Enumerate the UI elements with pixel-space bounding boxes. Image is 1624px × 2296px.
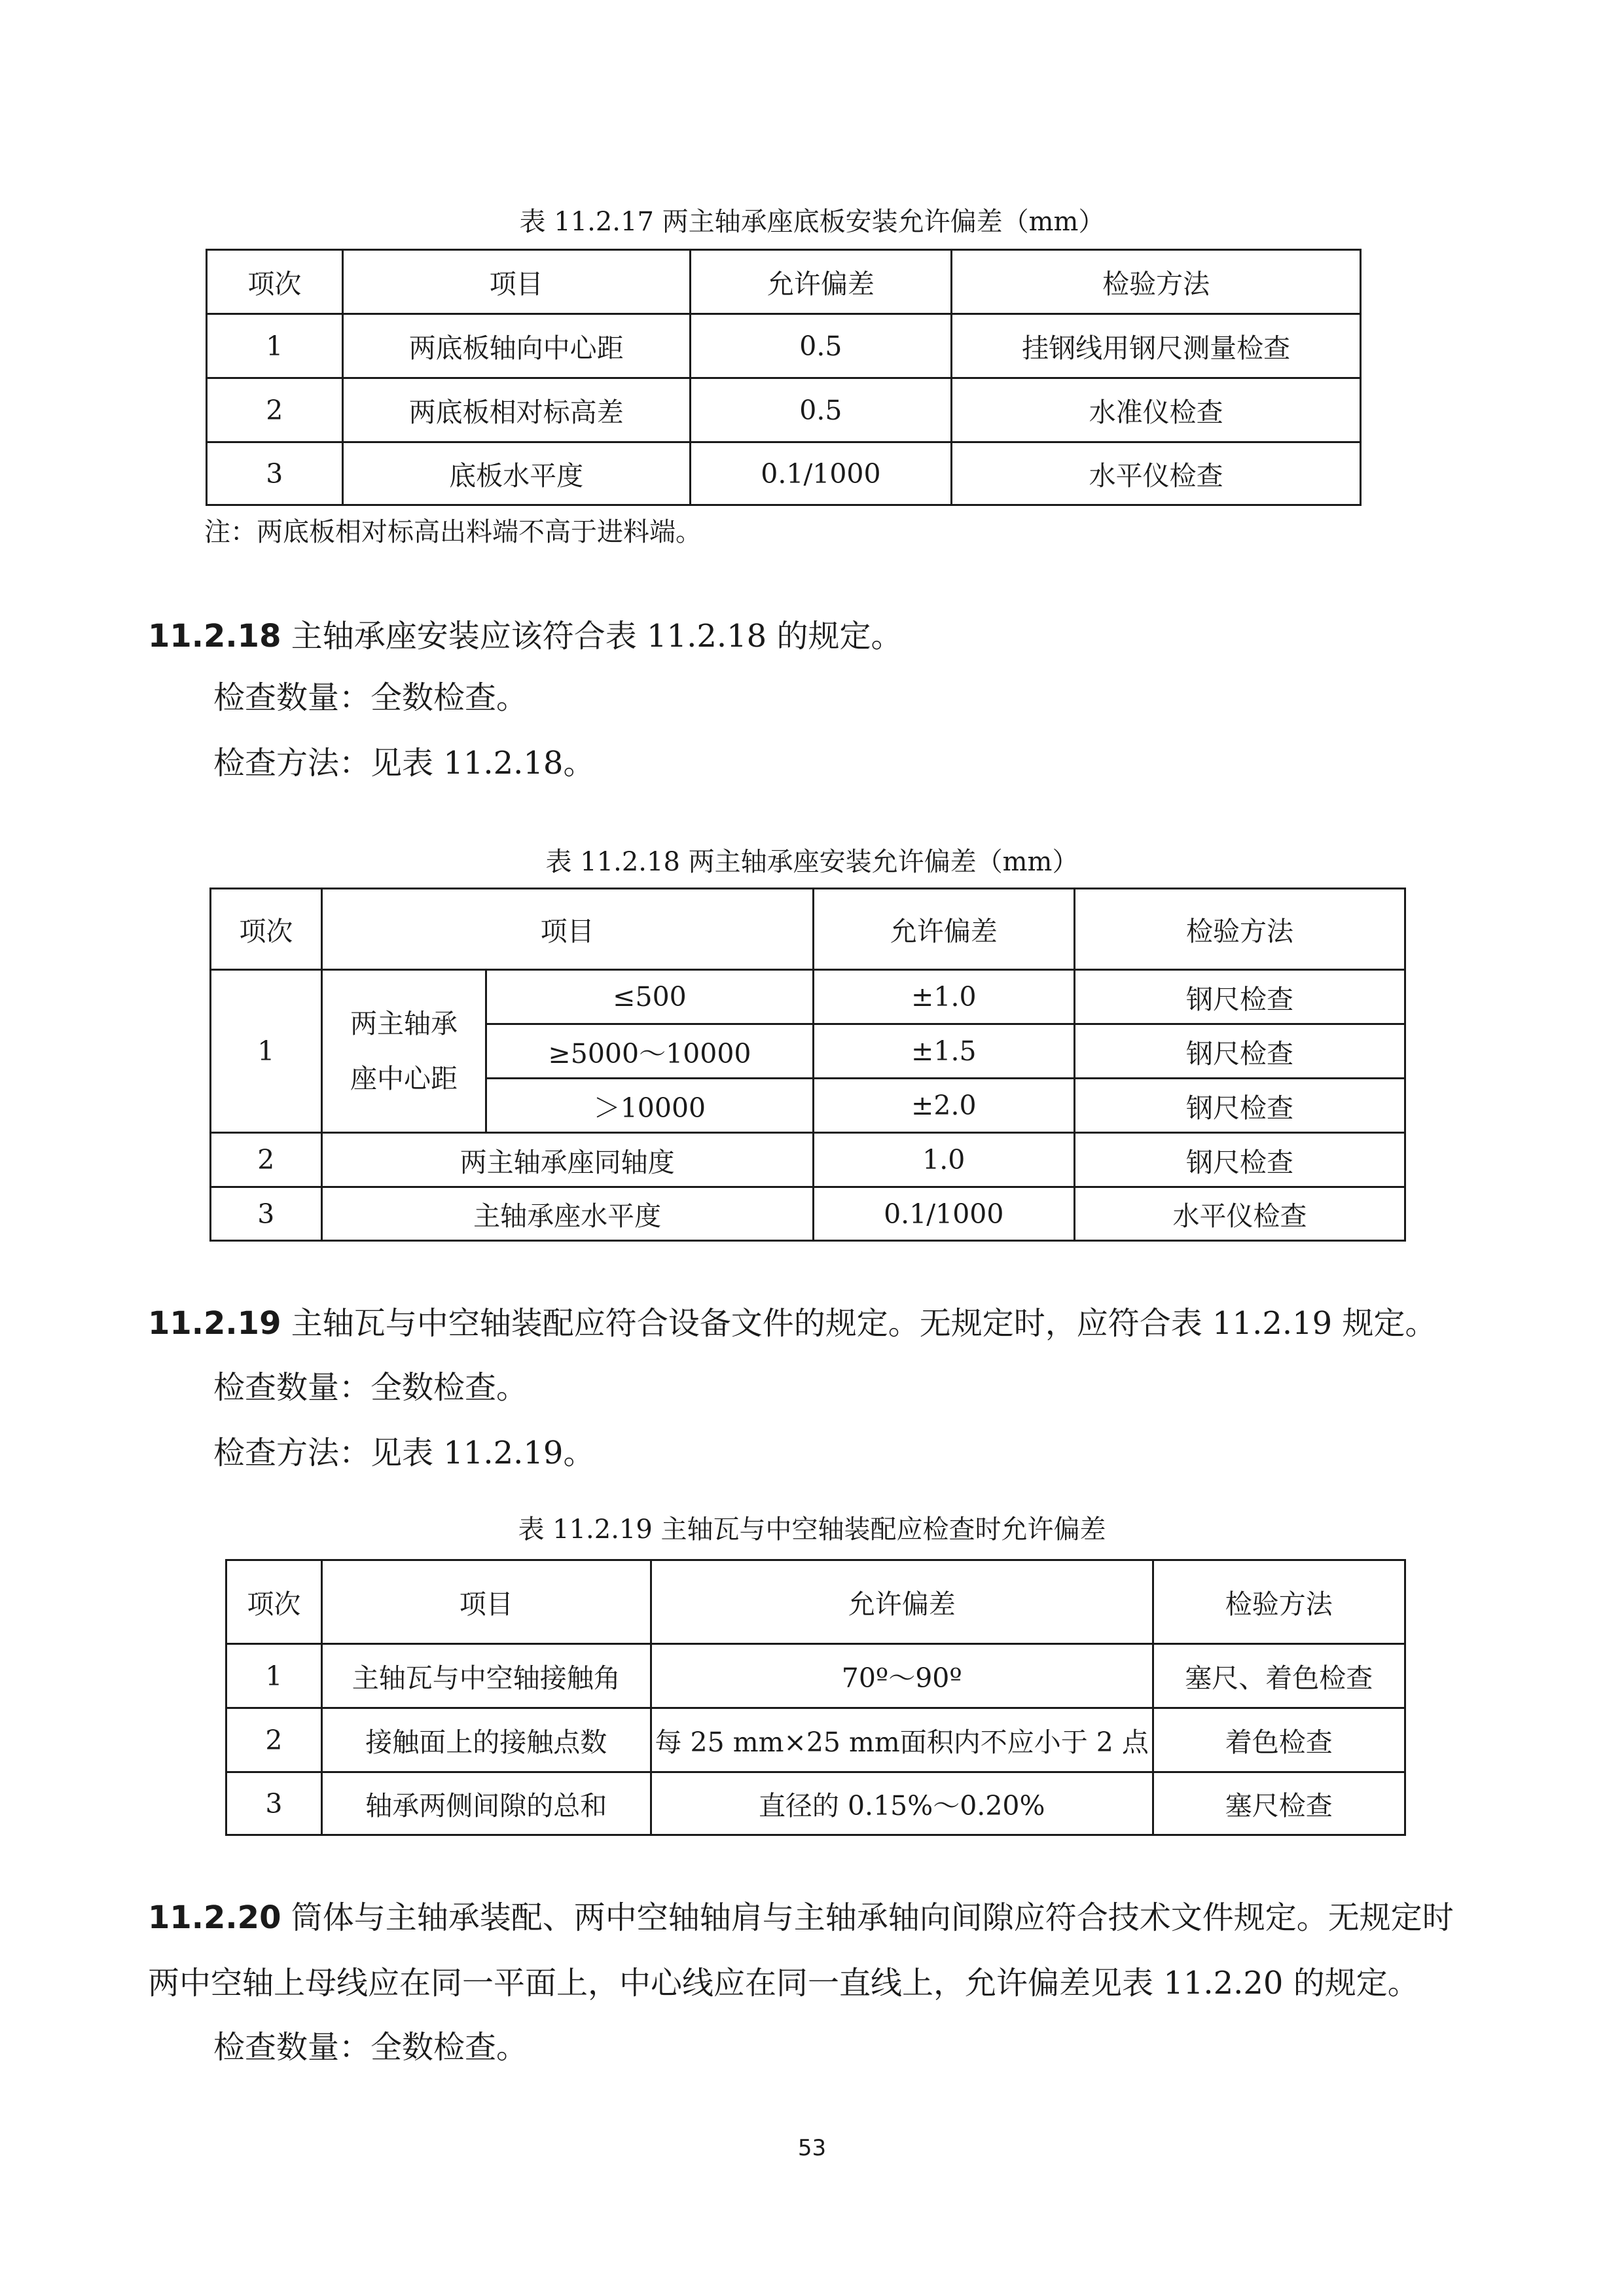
cell-item: 两底板相对标高差 [342,378,690,442]
cell-tolerance: 每 25 mm×25 mm面积内不应小于 2 点 [651,1708,1153,1772]
header-cell: 项次 [211,889,322,970]
header-cell: 检验方法 [1075,889,1405,970]
cell-item: 主轴瓦与中空轴接触角 [321,1644,651,1708]
page-number: 53 [797,2135,827,2161]
table-19-caption: 表 11.2.19 主轴瓦与中空轴装配应检查时允许偏差 [518,1515,1106,1545]
header-cell: 允许偏差 [690,250,952,314]
table-18 [209,888,1406,1242]
table-row [211,1133,1405,1187]
cell-tolerance: 1.0 [813,1133,1075,1187]
table-row [211,970,1405,1024]
header-cell: 项次 [226,1560,322,1644]
cell-no: 3 [226,1772,322,1835]
cell-no: 1 [226,1644,322,1708]
header-cell: 检验方法 [952,250,1361,314]
cell-method: 钢尺检查 [1075,1133,1405,1187]
table-17-note: 注：两底板相对标高出料端不高于进料端。 [204,517,702,547]
cell-tolerance: ±2.0 [813,1079,1075,1133]
header-cell: 检验方法 [1153,1560,1405,1644]
table-17-caption: 表 11.2.17 两主轴承座底板安装允许偏差（mm） [519,207,1105,237]
cell-range: ＞10000 [486,1079,813,1133]
cell-item: 轴承两侧间隙的总和 [321,1772,651,1835]
table-17 [206,249,1362,506]
cell-item: 主轴承座水平度 [321,1187,813,1241]
cell-method: 塞尺检查 [1153,1772,1405,1835]
table-row [207,378,1361,442]
cell-method: 水准仪检查 [952,378,1361,442]
cell-tolerance: 0.5 [690,314,952,378]
cell-method: 着色检查 [1153,1708,1405,1772]
table-row [207,442,1361,505]
header-cell: 项目 [342,250,690,314]
cell-no: 1 [207,314,343,378]
cell-tolerance: 70º～90º [651,1644,1153,1708]
header-cell: 项目 [321,889,813,970]
cell-item: 底板水平度 [342,442,690,505]
table-header-row [207,250,1361,314]
check-method: 检查方法：见表 11.2.18。 [213,745,595,781]
cell-no: 1 [211,970,322,1133]
table-19 [225,1559,1406,1836]
cell-range: ≤500 [486,970,813,1024]
clause-number: 11.2.19 [148,1305,281,1342]
cell-tolerance: ±1.0 [813,970,1075,1024]
clause-number: 11.2.18 [148,618,281,655]
cell-tolerance: 0.5 [690,378,952,442]
clause-text: 主轴瓦与中空轴装配应符合设备文件的规定。无规定时，应符合表 11.2.19 规定。 [291,1305,1437,1342]
table-row [207,314,1361,378]
cell-no: 2 [207,378,343,442]
check-quantity: 检查数量：全数检查。 [213,1369,528,1406]
table-row [226,1708,1405,1772]
cell-no: 2 [226,1708,322,1772]
check-method: 检查方法：见表 11.2.19。 [213,1435,595,1471]
header-cell: 项次 [207,250,343,314]
cell-no: 3 [207,442,343,505]
clause-number: 11.2.20 [148,1899,281,1936]
check-quantity: 检查数量：全数检查。 [213,2029,528,2066]
table-row [226,1644,1405,1708]
clause-11-2-20 [148,1898,1454,1937]
cell-tolerance: 直径的 0.15%～0.20% [651,1772,1153,1835]
clause-text-line1: 筒体与主轴承装配、两中空轴轴肩与主轴承轴向间隙应符合技术文件规定。无规定时 [291,1899,1454,1936]
cell-method: 钢尺检查 [1075,970,1405,1024]
cell-method: 塞尺、着色检查 [1153,1644,1405,1708]
cell-method: 钢尺检查 [1075,1024,1405,1079]
cell-method: 水平仪检查 [952,442,1361,505]
table-18-caption: 表 11.2.18 两主轴承座安装允许偏差（mm） [545,847,1079,877]
table-row [211,1187,1405,1241]
cell-tolerance: 0.1/1000 [813,1187,1075,1241]
cell-range: ≥5000～10000 [486,1024,813,1079]
header-cell: 项目 [321,1560,651,1644]
cell-item: 两主轴承座同轴度 [321,1133,813,1187]
header-cell: 允许偏差 [651,1560,1153,1644]
cell-method: 水平仪检查 [1075,1187,1405,1241]
check-quantity: 检查数量：全数检查。 [213,679,528,716]
header-cell: 允许偏差 [813,889,1075,970]
cell-tolerance: 0.1/1000 [690,442,952,505]
cell-group-item: 两主轴承座中心距 [321,970,486,1133]
cell-tolerance: ±1.5 [813,1024,1075,1079]
cell-item: 接触面上的接触点数 [321,1708,651,1772]
cell-no: 2 [211,1133,322,1187]
table-header-row [211,889,1405,970]
clause-text: 主轴承座安装应该符合表 11.2.18 的规定。 [291,618,903,655]
cell-method: 钢尺检查 [1075,1079,1405,1133]
cell-item: 两底板轴向中心距 [342,314,690,378]
clause-text-line2: 两中空轴上母线应在同一平面上，中心线应在同一直线上，允许偏差见表 11.2.20 的规定。 [148,1965,1419,2001]
cell-method: 挂钢线用钢尺测量检查 [952,314,1361,378]
clause-11-2-19 [148,1304,1436,1343]
cell-no: 3 [211,1187,322,1241]
table-row [226,1772,1405,1835]
clause-11-2-18 [148,617,902,656]
table-header-row [226,1560,1405,1644]
